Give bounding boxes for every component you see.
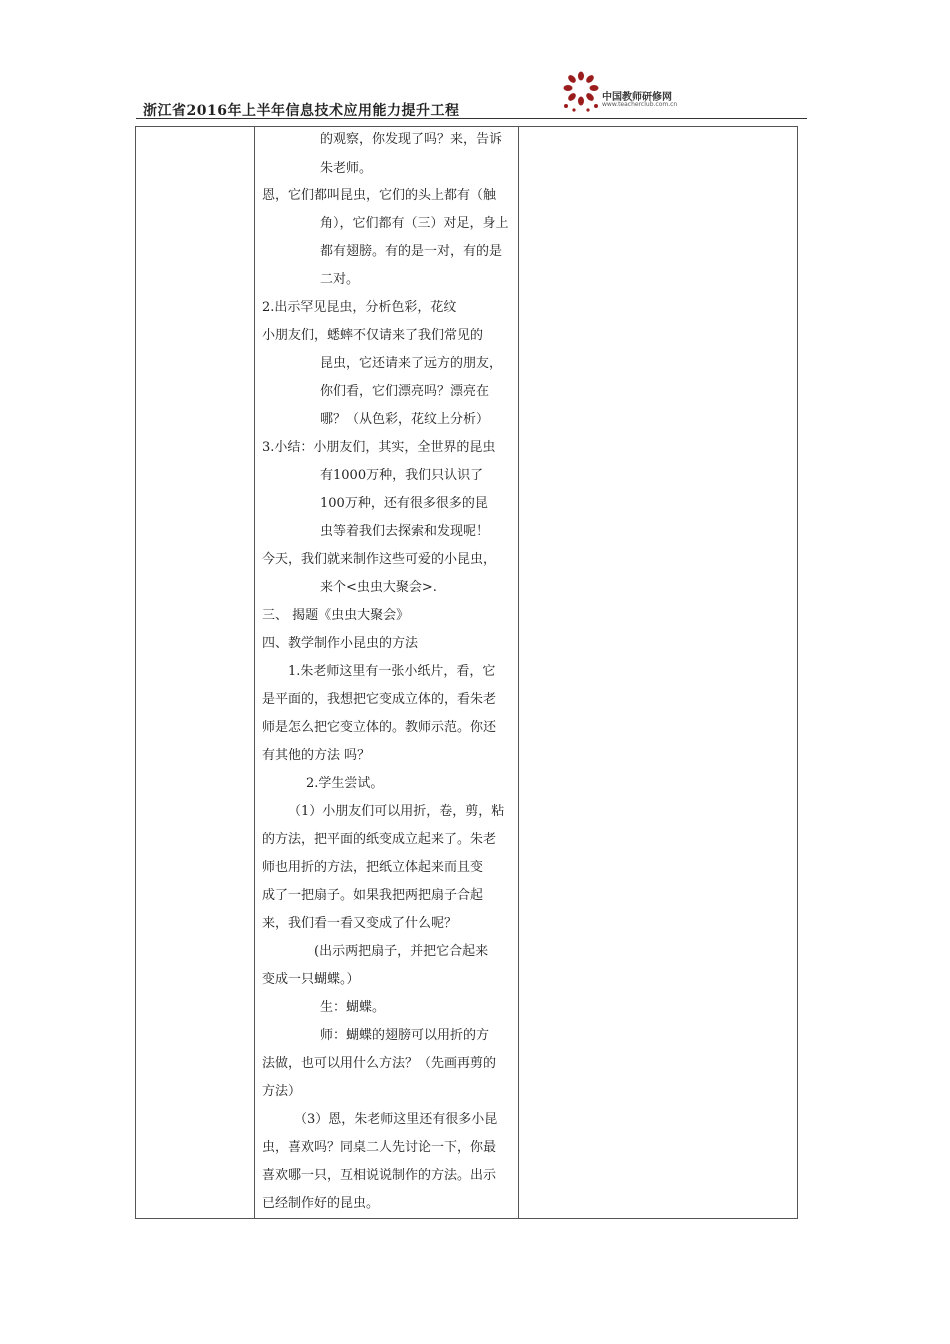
text-line: 恩，它们都叫昆虫，它们的头上都有（触 [262,188,497,203]
column-divider [518,127,519,1218]
text-line: 角），它们都有（三）对足，身上 [320,216,509,231]
text-line: 3.小结：小朋友们，其实，全世界的昆虫 [262,440,496,455]
text-line: 法做，也可以用什么方法？（先画再剪的 [262,1056,497,1071]
text-line: 师：蝴蝶的翅膀可以用折的方 [320,1028,490,1043]
logo-flower-icon [560,70,602,116]
text-line: 昆虫，它还请来了远方的朋友， [320,356,503,371]
text-line: （1）小朋友们可以用折，卷，剪，粘 [288,804,505,819]
text-line: 四、教学制作小昆虫的方法 [262,636,419,651]
text-line: 来个<虫虫大聚会>. [320,580,437,595]
text-line: 喜欢哪一只，互相说说制作的方法。出示 [262,1168,497,1183]
text-line: 的观察，你发现了吗？来，告诉 [320,132,503,147]
text-line: 都有翅膀。有的是一对，有的是 [320,244,503,259]
text-line: 今天，我们就来制作这些可爱的小昆虫， [262,552,497,567]
text-line: 哪？（从色彩，花纹上分析） [320,412,490,427]
logo-text: 中国教师研修网 [602,92,672,103]
text-line: (出示两把扇子，并把它合起来 [314,944,489,959]
text-line: 二对。 [320,272,360,287]
text-line: （3）恩，朱老师这里还有很多小昆 [294,1112,498,1127]
text-line: 虫等着我们去探索和发现呢！ [320,524,490,539]
text-line: 100万种，还有很多很多的昆 [320,496,488,511]
text-line: 师是怎么把它变立体的。教师示范。你还 [262,720,497,735]
text-line: 三、 揭题《虫虫大聚会》 [262,608,410,623]
text-line: 成了一把扇子。如果我把两把扇子合起 [262,888,484,903]
text-line: 你们看，它们漂亮吗？漂亮在 [320,384,490,399]
text-line: 来，我们看一看又变成了什么呢？ [262,916,458,931]
text-line: 有其他的方法 吗？ [262,748,371,763]
header-divider [136,118,807,119]
logo [560,70,710,116]
text-line: 小朋友们，蟋蟀不仅请来了我们常见的 [262,328,484,343]
text-line: 方法） [262,1084,302,1099]
text-line: 的方法，把平面的纸变成立起来了。朱老 [262,832,497,847]
text-line: 生：蝴蝶。 [320,1000,386,1015]
text-line: 变成一只蝴蝶。） [262,972,360,987]
text-line: 2.出示罕见昆虫，分析色彩，花纹 [262,300,457,315]
column-divider [254,127,255,1218]
text-line: 虫，喜欢吗？同桌二人先讨论一下，你最 [262,1140,497,1155]
text-line: 朱老师。 [320,161,373,176]
text-line: 已经制作好的昆虫。 [262,1196,380,1211]
text-line: 有1000万种，我们只认识了 [320,468,484,483]
page-header-title: 浙江省2016年上半年信息技术应用能力提升工程 [143,103,460,119]
text-line: 2.学生尝试。 [306,776,384,791]
text-line: 1.朱老师这里有一张小纸片，看，它 [288,664,496,679]
logo-url: www.teacherclub.com.cn [602,101,678,108]
text-line: 是平面的，我想把它变成立体的，看朱老 [262,692,497,707]
text-line: 师也用折的方法，把纸立体起来而且变 [262,860,484,875]
